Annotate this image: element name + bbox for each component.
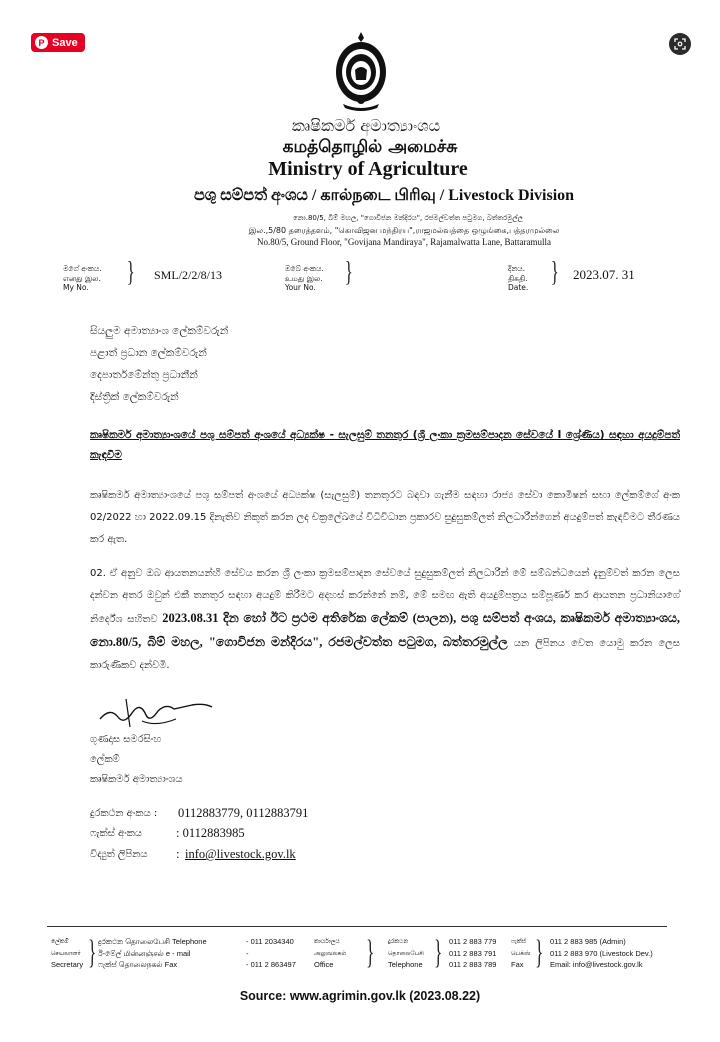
- footer-fax-values: 011 2 883 985 (Admin) 011 2 883 970 (Livestock Dev.) Email: info@livestock.gov.lk: [550, 937, 653, 969]
- division-name: පශු සම්පත් අංශය / கால்நடை பிரிவு / Livestock Division: [193, 187, 575, 204]
- brace: }: [344, 257, 353, 288]
- recipient-line: දිස්ත්‍රික් ලේකම්වරුන්: [90, 391, 179, 403]
- pinterest-icon: P: [35, 36, 48, 49]
- footer-secretary-contacts: දුරකථන தொலைபேசி Telephone ඊ-මේල් மின்னஞ்சல் e - mail ෆැක්ස් தொலைநகல் Fax: [98, 937, 207, 969]
- signatory-name: ගුණදාස සමරසිංහ: [90, 734, 162, 745]
- sri-lanka-emblem: [333, 30, 389, 112]
- fax-label: ෆැක්ස් අංකය: [90, 828, 143, 839]
- brace: }: [434, 934, 443, 971]
- brace: }: [88, 934, 97, 971]
- footer-office: කාර්යාලය அலுவலகம் Office: [314, 938, 347, 969]
- signatory-block: [90, 730, 183, 790]
- para2-closing: යන ලිපිනය වෙත යොමු කරන ලෙස කාරුණිකව දන්වමි.: [90, 638, 680, 671]
- lens-icon: [674, 38, 686, 50]
- brace: }: [126, 257, 135, 288]
- address-sinhala: නො.80/5, බිම් මහල, "ගොවිජන මන්දිරය", රජමල්වත්ත පටුමග, බත්තරමුල්ල: [292, 214, 524, 222]
- email-colon: :: [176, 847, 180, 861]
- body-paragraph-2: [90, 563, 680, 677]
- visual-search-button[interactable]: [669, 33, 691, 55]
- my-no-label: මගේ අංකය. எனது இல. My No.: [63, 264, 102, 292]
- closing-date: 2023.08.31: [162, 611, 219, 625]
- save-button[interactable]: [31, 33, 85, 52]
- address-tamil: இல.,5/80 தரைத்தளம், "கொவிஜன மந்திரய",ராஜமல்வத்தை ஒழுங்கை,பத்தரமுல்லை: [248, 226, 560, 235]
- your-no-label: ඔබේ අංකය. உமது இல. Your No.: [285, 264, 324, 292]
- body-paragraph-1: කෘෂිකර්ම අමාත්‍යාංශයේ පශු සම්පත් අංශයේ අධ්‍යක්ෂ (සැලසුම්) තනතුරට බඳවා ගැනීම සඳහා රාජ්‍ය සේවා කොමිෂන් සභා ලේකම්ගේ අංක 02/2022 හා 2022.09.15 දිනැතිව නිකුත් කරන ලද චක්‍රලේඛයේ විධිවිධාන ප්‍රකාරව සුදුසුකම්ලත් නිලධාරීන්ගෙන් අයදුම්පත් කැඳවීමට තීරණය කර ඇත.: [90, 490, 680, 545]
- save-label: Save: [52, 36, 78, 49]
- date-value: 2023.07. 31: [573, 267, 635, 282]
- brace: }: [550, 257, 559, 288]
- address-english: No.80/5, Ground Floor, "Govijana Mandiraya", Rajamalwatta Lane, Battaramulla: [257, 237, 551, 247]
- para2-address: දින හෝ ඊට ප්‍රථම අතිරේක ලේකම් (පාලන), පශු සම්පත් අංශය, කෘෂිකර්ම අමාත්‍යාංශය, නො.80/5, බිම් මහල, "ගොවිජන මන්දිරය", රජමල්වත්ත පටුමග, බත්තරමුල්ල: [90, 611, 680, 649]
- footer-office-tel-labels: දුරකථන தொலைபேசி Telephone: [388, 938, 424, 969]
- email-row: [90, 847, 296, 861]
- signatory-title: ලේකම්: [90, 754, 120, 765]
- para2-text: 02. ඒ අනුව ඔබ ආයතනයන්හි සේවය කරන ශ්‍රී ලංකා ක්‍රමසම්පාදන සේවයේ සුදුසුකම්ලත් නිලධාරීන් මේ සම්බන්ධයෙන් දැනුම්වත් කරන ලෙස දන්වන අතර ඔවුන් එකී තනතුර සඳහා අයදුම් කිරීමට අදහස් කරන්නේ නම්, මේ සමඟ ඇති අයදුම්පත්‍රය සම්පූර්ණ කර ආයතන ප්‍රධානියාගේ නිර්දේශ සහිතව: [90, 568, 680, 625]
- footer-office-tel-values: 011 2 883 779 011 2 883 791 011 2 883 789: [449, 937, 497, 969]
- fax-value: : 0112883985: [176, 826, 245, 840]
- handwritten-signature: [96, 693, 218, 733]
- footer-divider: [47, 926, 667, 927]
- brace: }: [366, 934, 375, 971]
- fax-row: [90, 826, 245, 840]
- signatory-office: කෘෂිකර්ම අමාත්‍යාංශය: [90, 774, 183, 785]
- brace: }: [535, 934, 544, 971]
- footer-secretary-values: - 011 2034340 - - 011 2 863497: [246, 937, 296, 969]
- recipient-line: දෙපාර්තමේන්තු ප්‍රධානීන්: [90, 369, 198, 381]
- email-label: විද්‍යුත් ලිපිනය: [90, 849, 148, 860]
- phone-label: දුරකථන අංකය :: [90, 808, 158, 819]
- recipient-line: සියලුම අමාත්‍යාංශ ලේකම්වරුන්: [90, 325, 229, 337]
- footer-secretary: ලේකම් செயலாளர் Secretary: [51, 938, 84, 969]
- footer-fax-labels: ෆැක්ස් பெக்ஸ் Fax: [511, 938, 531, 969]
- phone-value: 0112883779, 0112883791: [178, 806, 309, 820]
- source-caption: Source: www.agrimin.gov.lk (2023.08.22): [239, 989, 481, 1003]
- ministry-name-sinhala: කෘෂිකර්ම අමාත්‍යාංශය: [291, 116, 441, 135]
- letter-subject: කෘෂිකර්ම අමාත්‍යාංශයේ පශු සම්පත් අංශයේ අධ්‍යක්ෂ - සැලසුම් තනතුර (ශ්‍රී ලංකා ක්‍රමසම්පාදන සේවයේ I ශ්‍රේණිය) සඳහා අයදුම්පත් කැඳවීම: [90, 429, 680, 461]
- date-label: දිනය. திகதி. Date.: [508, 264, 529, 292]
- my-no-value: SML/2/2/8/13: [154, 268, 223, 282]
- ministry-name-tamil: கமத்தொழில் அமைச்சு: [282, 137, 458, 157]
- email-link[interactable]: info@livestock.gov.lk: [185, 847, 296, 861]
- ministry-name-english: Ministry of Agriculture: [268, 158, 468, 180]
- recipient-line: පළාත් ප්‍රධාන ලේකම්වරුන්: [90, 347, 207, 359]
- phone-row: [90, 806, 309, 820]
